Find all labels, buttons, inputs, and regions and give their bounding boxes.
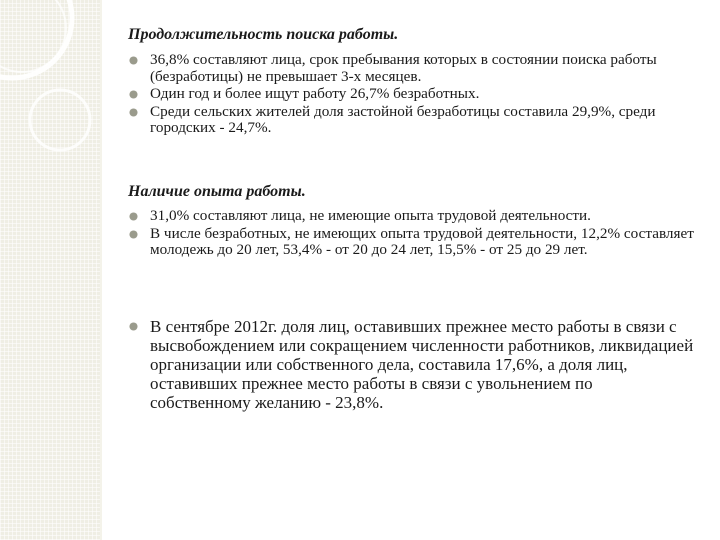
bullet-text: 31,0% составляют лица, не имеющие опыта трудовой деятельности.: [150, 207, 591, 224]
decorative-side-strip: [0, 0, 100, 540]
bullet-text: 36,8% составляют лица, срок пребывания которых в состоянии поиска работы (безработицы) не превышает 3-х месяцев.: [150, 51, 657, 85]
bullet-dot-icon: [129, 230, 138, 239]
section-heading-search-duration: Продолжительность поиска работы.: [128, 26, 399, 43]
bullet-dot-icon: [129, 90, 138, 99]
bullet-list-work-experience: [128, 208, 696, 260]
strip-divider: [100, 0, 102, 540]
list-item: [128, 104, 696, 137]
bullet-text: Среди сельских жителей доля застойной безработицы составила 29,9%, среди городских - 24,7%.: [150, 102, 656, 136]
list-item: [128, 317, 696, 412]
bullet-dot-icon: [129, 212, 138, 221]
bullet-text: Один год и более ищут работу 26,7% безработных.: [150, 85, 480, 102]
list-item: [128, 86, 696, 103]
list-item: [128, 226, 696, 259]
bullet-text: В числе безработных, не имеющих опыта трудовой деятельности, 12,2% составляет молодежь до 20 лет, 53,4% - от 20 до 24 лет, 15,5% - от 25 до 29 лет.: [150, 224, 694, 258]
decorative-circles-icon: [0, 0, 100, 540]
bullet-dot-icon: [129, 56, 138, 65]
bullet-dot-icon: [129, 108, 138, 117]
list-item: [128, 52, 696, 85]
bullet-list-september-2012: [128, 317, 696, 413]
bullet-dot-icon: [129, 322, 138, 331]
bullet-text: В сентябре 2012г. доля лиц, оставивших прежнее место работы в связи с высвобождением или сокращением численности работников, ликвидацией организации или собственного дела, составила 17,6%, а доля лиц, оставивших прежнее место работы в связи с увольнением по собственному желанию - 23,8%.: [150, 317, 694, 412]
list-item: [128, 208, 696, 225]
section-heading-work-experience: Наличие опыта работы.: [128, 183, 306, 200]
bullet-list-search-duration: [128, 52, 696, 138]
